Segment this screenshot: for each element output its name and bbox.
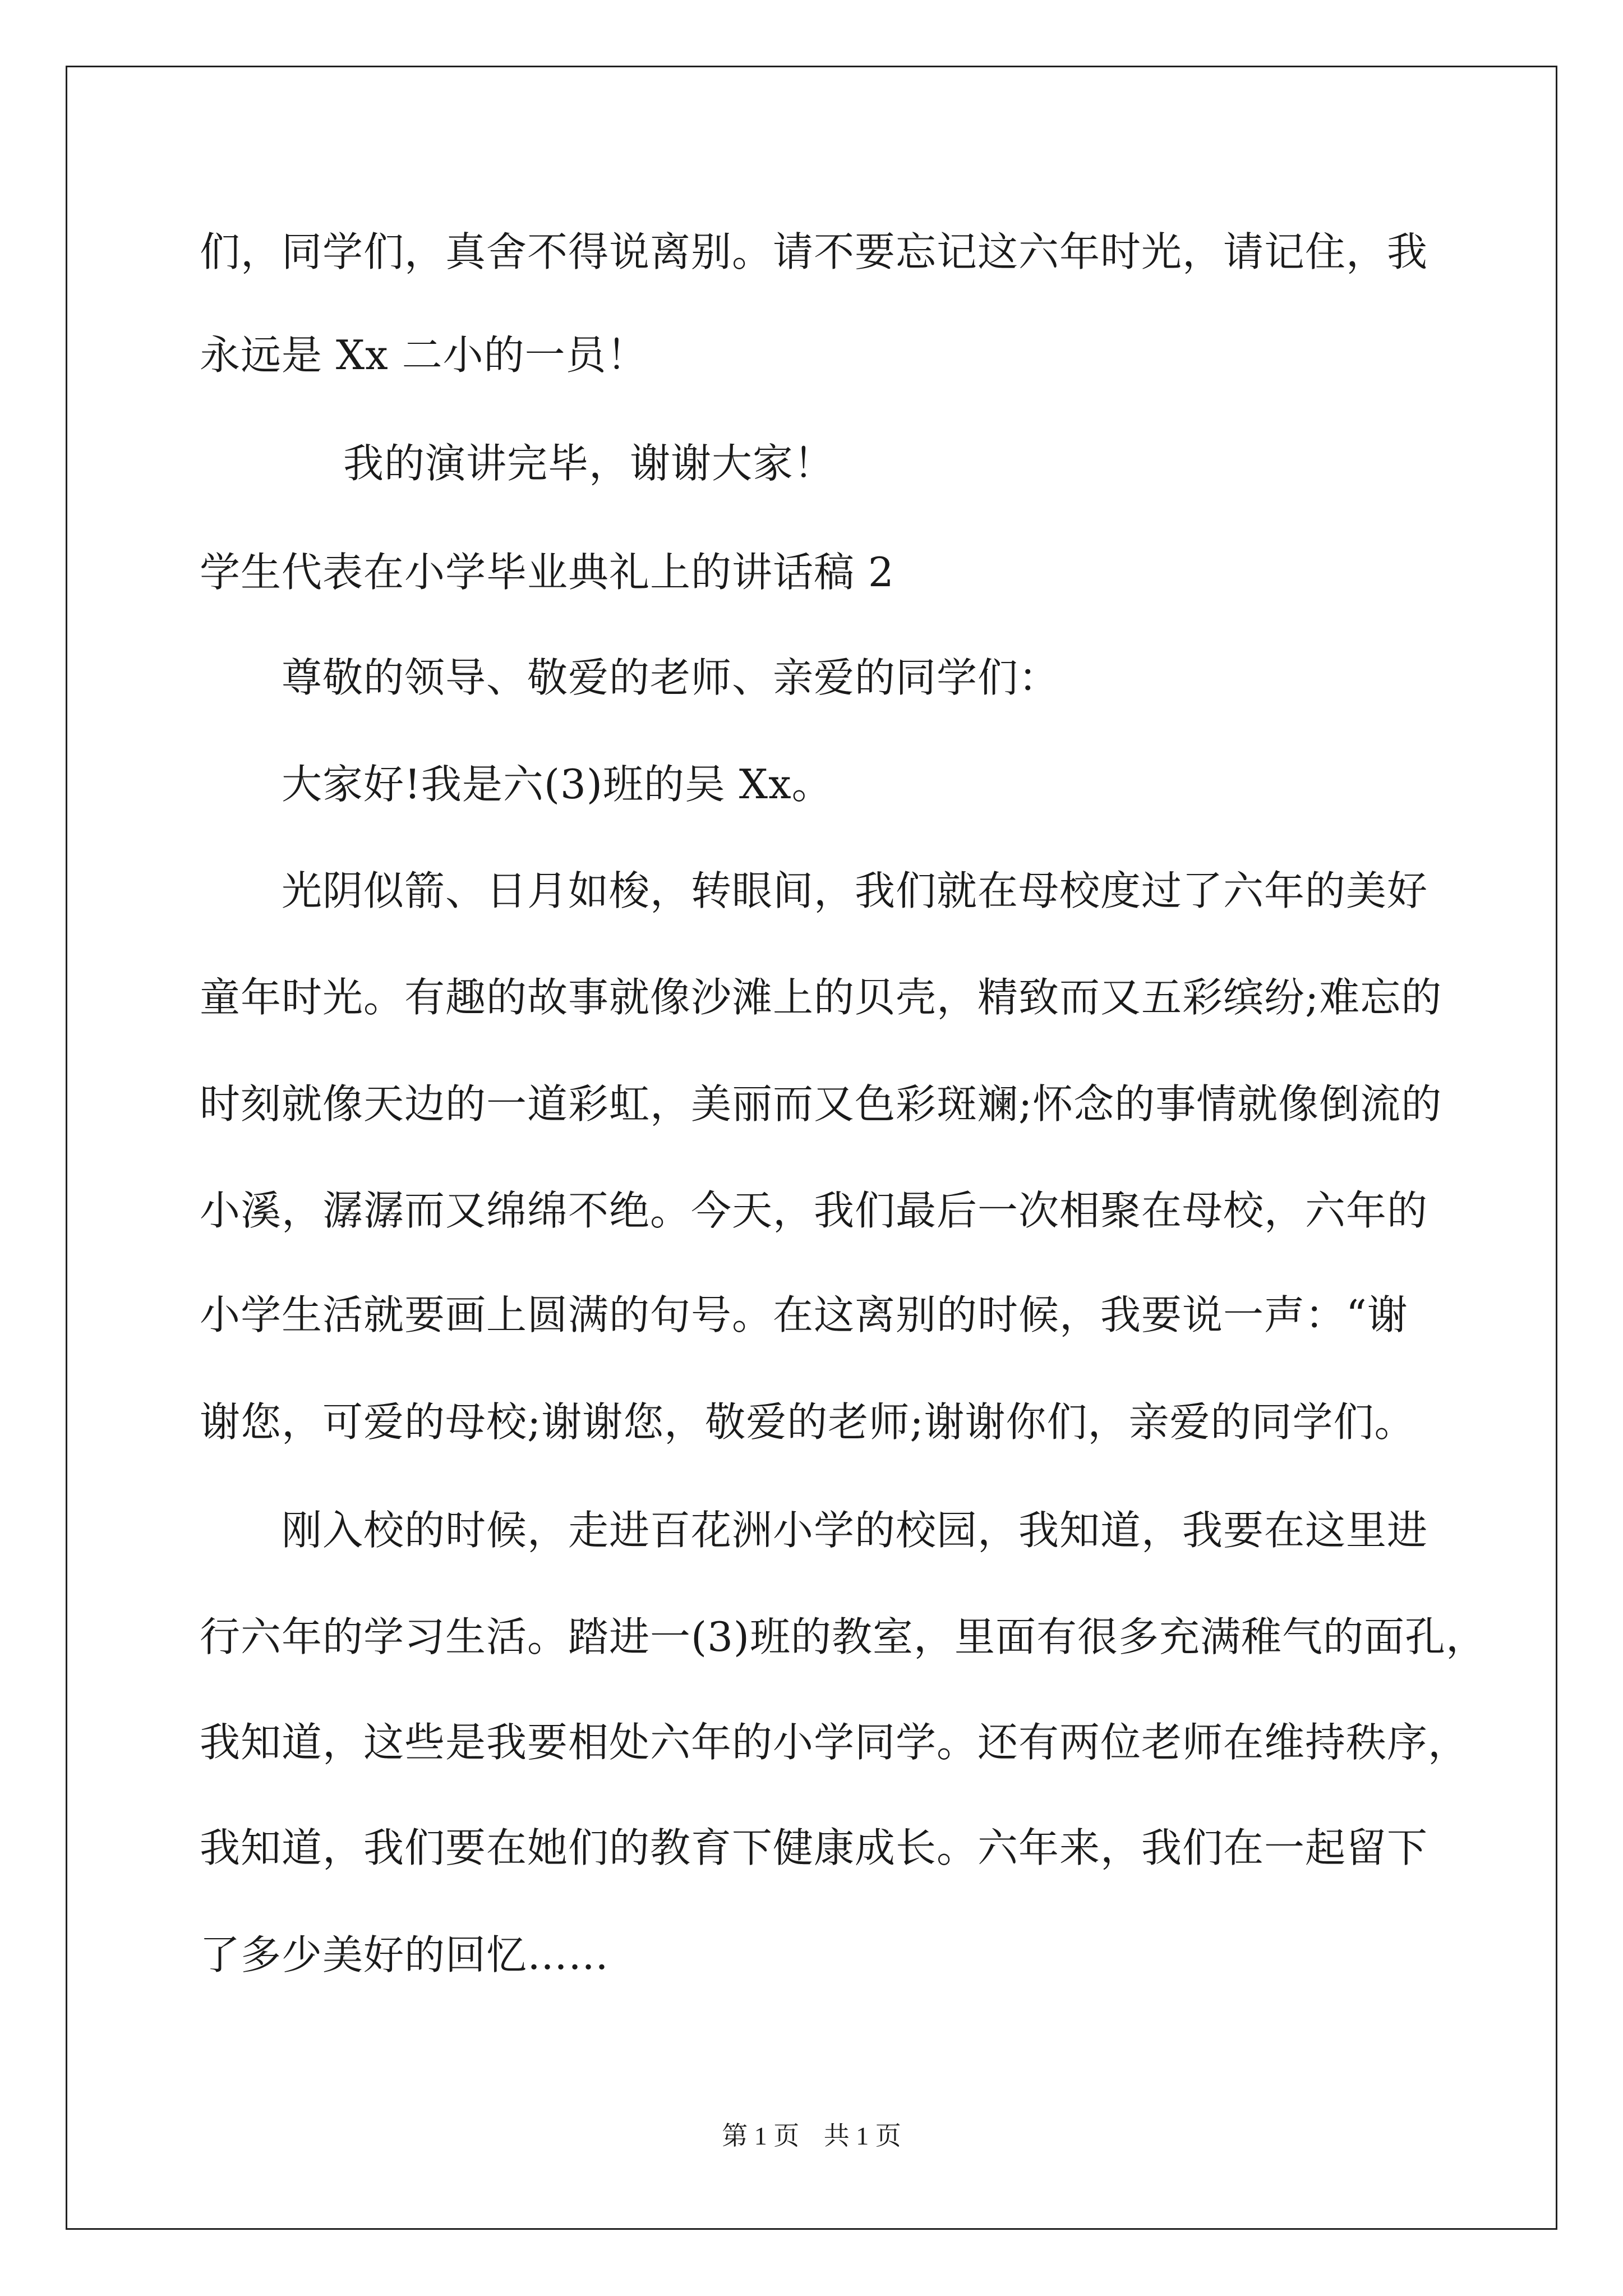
page-number: 第 1 页: [722, 2122, 800, 2150]
body-line-17: 了多少美好的回忆……: [200, 1931, 610, 1978]
body-line-7: 光阴似箭、日月如梭，转眼间，我们就在母校度过了六年的美好: [282, 867, 1428, 914]
body-line-16: 我知道，我们要在她们的教育下健康成长。六年来，我们在一起留下: [200, 1824, 1428, 1871]
body-line-11: 小学生活就要画上圆满的句号。在这离别的时候，我要说一声：“谢: [200, 1291, 1408, 1338]
body-line-13: 刚入校的时候，走进百花洲小学的校园，我知道，我要在这里进: [282, 1507, 1428, 1554]
page-footer: [0, 2119, 1623, 2153]
salutation-line: 尊敬的领导、敬爱的老师、亲爱的同学们：: [282, 654, 1060, 701]
body-line-10: 小溪，潺潺而又绵绵不绝。今天，我们最后一次相聚在母校，六年的: [200, 1187, 1428, 1234]
body-line-8: 童年时光。有趣的故事就像沙滩上的贝壳，精致而又五彩缤纷;难忘的: [200, 974, 1442, 1021]
body-line-1: 们，同学们，真舍不得说离别。请不要忘记这六年时光，请记住，我: [200, 228, 1428, 275]
body-line-12: 谢您，可爱的母校;谢谢您，敬爱的老师;谢谢你们，亲爱的同学们。: [200, 1398, 1415, 1446]
body-line-2: 永远是 Xx 二小的一员！: [200, 332, 648, 379]
section-heading: 学生代表在小学毕业典礼上的讲话稿 2: [200, 549, 895, 596]
body-line-15: 我知道，这些是我要相处六年的小学同学。还有两位老师在维持秩序，: [200, 1719, 1469, 1766]
closing-line: 我的演讲完毕，谢谢大家！: [343, 440, 835, 487]
page-total: 共 1 页: [823, 2122, 901, 2150]
body-line-14: 行六年的学习生活。踏进一(3)班的教室，里面有很多充满稚气的面孔，: [200, 1613, 1487, 1660]
greeting-line: 大家好!我是六(3)班的吴 Xx。: [282, 761, 833, 808]
body-line-9: 时刻就像天边的一道彩虹，美丽而又色彩斑斓;怀念的事情就像倒流的: [200, 1080, 1442, 1128]
page-frame: [66, 66, 1557, 2230]
